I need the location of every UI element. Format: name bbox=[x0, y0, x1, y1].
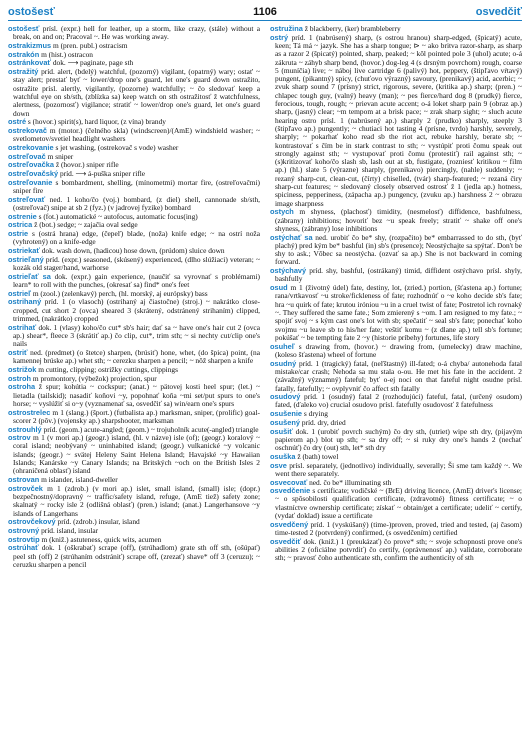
headword: ostrovček bbox=[8, 483, 43, 493]
headword: ostych bbox=[270, 207, 294, 217]
dictionary-entry bbox=[270, 393, 522, 410]
dictionary-entry bbox=[270, 428, 522, 453]
headword: ostružina bbox=[270, 25, 303, 33]
entry-definition: s jet washing, (ostrekovač s vode) washer bbox=[53, 142, 179, 152]
entry-definition: s certificate; vodičské ~ (BrE) driving licence, (AmE) driver's license; ~ o spôsobilosti qualification certificate, (zdravotné) fitness certificate; ~ o vlastníctve ownership certificate; získať ~ obtain/get a certificate; udeliť ~ certify, (vydať doklad) issue a certificate bbox=[275, 486, 522, 521]
entry-definition: m 1 (v mori ap.) (geogr.) island, (hl. v názve) isle (of); (geogr.) koralový ~ coral island; neobývaný ~ uninhabited island; (geogr.) vulkanické ~y volcanic islands; (geogr.) ~ svätej Heleny Saint Helena Island; Havajské ~y Hawaiian Islands; Kanárske ~y Canary Islands; na Britských ~och on the British Isles 2 (ohraničená oblasť) island bbox=[13, 433, 260, 476]
headword: ostriť bbox=[8, 347, 28, 357]
dictionary-entry bbox=[8, 25, 260, 42]
dictionary-entry bbox=[8, 196, 260, 213]
entry-definition: ž (hovor.) sniper rifle bbox=[54, 160, 119, 170]
entry-definition: m promontory, (výbežok) projection, spur bbox=[31, 373, 157, 383]
headword: ostroha bbox=[8, 382, 36, 392]
headword: ostrica bbox=[8, 220, 33, 230]
entry-definition: ž (bot.) sedge; ~ zajačia oval sedge bbox=[32, 220, 138, 230]
dictionary-entry bbox=[8, 179, 260, 196]
headword: osuška bbox=[270, 451, 296, 461]
entry-definition: m (hist.) ostracon bbox=[39, 49, 93, 59]
dictionary-entry bbox=[8, 383, 260, 408]
entry-definition: dok. ⟶ paginate, page sth bbox=[50, 58, 134, 68]
headword: ostránkovať bbox=[8, 58, 51, 68]
entry-definition: príd. dry, dried bbox=[300, 417, 346, 427]
entry-definition: príd. 1 (vyskúšaný) (time-)proven, proved, tried and tested, (aj časom) time-tested 2 (potvrdený) confirmed, (s osvedčením) certified bbox=[275, 519, 522, 538]
headword: osvedčený bbox=[270, 519, 309, 529]
header-rule bbox=[8, 20, 522, 21]
headword: osušený bbox=[270, 417, 300, 427]
dictionary-entry bbox=[8, 349, 260, 366]
entry-definition: m cutting, clipping; ostrižky cuttings, clippings bbox=[36, 364, 178, 374]
dictionary-entry bbox=[8, 230, 260, 247]
entry-definition: príd. 1 (o vlasoch) (ostrihaný aj čiastočne) (stroj.) ~ nakrátko close-cropped, cut short 2 (ovca) sheared 3 (skrátený, odstránený strihaním) clipped, trimmed, (nakrátko) cropped bbox=[13, 297, 260, 323]
headword: ostrovan bbox=[8, 475, 40, 485]
dictionary-entry bbox=[8, 544, 260, 569]
right-guide-word: osvedčiť bbox=[475, 6, 522, 18]
headword: ostrieľ bbox=[8, 288, 31, 298]
headword: osuheľ bbox=[270, 341, 295, 351]
headword: ostražitý bbox=[8, 67, 39, 77]
left-column bbox=[8, 25, 260, 743]
headword: ostrekovač bbox=[8, 125, 48, 135]
dictionary-entry bbox=[270, 521, 522, 538]
entry-definition: s drying bbox=[302, 409, 328, 419]
entry-definition: príd. ⟶ á-puška sniper rifle bbox=[58, 168, 146, 178]
headword: ostrihaný bbox=[8, 297, 42, 307]
dictionary-entry bbox=[270, 208, 522, 233]
headword: ostrostrelec bbox=[8, 407, 51, 417]
entry-definition: dok. wash down, (hadicou) hose down, (prúdom) sluice down bbox=[39, 245, 225, 255]
dictionary-entry bbox=[270, 487, 522, 520]
entry-definition: dok. (expr.) gain experience, (naučiť sa vyrovnať s problémami) learn* to roll with the punches, (okresať sa) find* one's feet bbox=[13, 271, 260, 289]
dictionary-entry bbox=[270, 284, 522, 342]
entry-definition: dok. 1 (oškrabať) scrape (off), (strúhadlom) grate sth off sth, (ošúpať) peel sth (off) 2 (strúhaním odstrániť) scrape off, (zrezať) shave* off 3 (ceruzu); ~ ceruzku sharpen a pencil bbox=[13, 543, 260, 569]
entry-definition: s drawing from, (hovor.) ~ drawing from, (umelecky) draw machine, (koleso šťastena) wheel of fortune bbox=[275, 341, 522, 359]
headword: osve bbox=[270, 460, 287, 470]
dictionary-entry bbox=[270, 538, 522, 563]
headword: ostreľovačský bbox=[8, 168, 59, 178]
entry-definition: m 1 (slang.) (šport.) (futbalista ap.) marksman, sniper, (prolific) goal-scorer 2 (pôv.) (vojensky ap.) sharpshooter, marksman bbox=[13, 407, 260, 425]
entry-definition: príd. (geom.) acute-angled; (geom.) ~ trojuholník acute(-angled) triangle bbox=[41, 424, 259, 434]
entry-definition: m (pren. publ.) ostracism bbox=[51, 40, 128, 50]
headword: ostrekovanie bbox=[8, 142, 54, 152]
entry-definition: m (kniž.) astuteness, quick wits, acumen bbox=[39, 534, 162, 544]
headword: ostýchať sa bbox=[270, 232, 313, 242]
dictionary-entry bbox=[8, 273, 260, 290]
entry-definition: m islander, island-dweller bbox=[39, 475, 118, 485]
headword: ostrúhať bbox=[8, 543, 39, 553]
dictionary-entry bbox=[8, 256, 260, 273]
dictionary-entry bbox=[270, 360, 522, 393]
entry-definition: s (fot.) automatické ~ autofocus, automatic focus(ing) bbox=[36, 211, 198, 221]
entry-definition: príd. 1 (tragický) fatal, (neľštastný) ill-fated; o-á chyba/ autonehoda fatal mistake/car crash; Nehoda sa mu stala o-ou. He met his fate in the accident. 2 (závažný) významný) fateful; byť o-ej noci on that fateful night osudne prísl. fatally, fatefully; ~ ovplyvniť čo affect sth fatally bbox=[275, 358, 522, 393]
entry-definition: m shyness, (plachosť) timidity, (nesmelosť) diffidence, bashfulness, (zábrany) inhibitions; hovoriť bez ~u speak freely; stratiť ~ shake off one's shyness, (zábrany) lose inhibitions bbox=[275, 207, 522, 233]
headword: osušenie bbox=[270, 409, 303, 419]
headword: ostrov bbox=[8, 433, 31, 443]
entry-definition: m (motor.) (čelného skla) (windscreen)/(AmE) windshield washer; ~ svetlometov/svetiel headlight washers bbox=[13, 125, 260, 144]
page-number: 1106 bbox=[253, 6, 277, 18]
entry-definition: m (zool.) (zelenkavý) perch, (hl. morský, aj európsky) bass bbox=[30, 288, 208, 298]
dictionary-entry bbox=[8, 127, 260, 144]
headword: osudový bbox=[270, 392, 301, 402]
entry-definition: prísl. separately, (jednotlivo) individually, severally; Ši sme tam každý ~. We went there separately. bbox=[275, 460, 522, 478]
headword: ostrenie bbox=[8, 211, 37, 221]
dictionary-entry bbox=[8, 298, 260, 323]
right-column bbox=[270, 25, 522, 743]
headword: ostrižok bbox=[8, 364, 37, 374]
entry-definition: ned. 1 koho/čo (voj.) bombard, (z diel) shell, cannonade sb/sth, (ostreľovač) snipe at sb 2 (fyz.) (v jadrovej fyzike) bombard bbox=[13, 194, 260, 212]
entry-definition: dok. 1 (urobiť povrch suchým) čo dry sth, (utriet) wipe sth dry, (pijavým papierom ap.) blot up sth; ~ sa dry off; ~ si ruky dry one's hands 2 (nechať oschnúť) čo dry (out) sth, let* sth dry bbox=[275, 426, 522, 453]
entry-definition: príd. shy, bashful, (ostrákaný) timid, diffident ostýchavo prísl. shyly, bashfully bbox=[275, 266, 522, 284]
entry-definition: prísl. (expr.) hell for leather, up a storm, like crazy, (stále) without a break, on and on; Pracoval ~. He was working away. bbox=[13, 25, 260, 42]
dictionary-entry bbox=[8, 68, 260, 118]
entry-definition: ned. (predmet) (o štetce) sharpen, (brúsiť) hone, whet, (do špica) point, (na kamennej brúske ap.) whet sth; ~ cerezku sharpen a pencil; ~ nôž sharpen a knife bbox=[13, 347, 260, 366]
entry-definition: s bombardment, shelling, (mínometmi) mortar fire, (ostreľovačmi) sniper fire bbox=[13, 177, 260, 195]
dictionary-entry bbox=[270, 343, 522, 360]
headword: ostrý bbox=[270, 32, 289, 42]
entry-definition: príd. (expr.) seasoned, (skúsený) experienced, (dlho slúžiaci) veteran; ~ kozák old stager/hand, warhorse bbox=[13, 254, 260, 272]
headword: ostošesť bbox=[8, 25, 40, 33]
headword: ostrieľať sa bbox=[8, 271, 51, 281]
dictionary-entry bbox=[8, 409, 260, 426]
entry-definition: príd. alert, (bdelý) watchful, (pozorný) vigilant, (opatrný) wary; ostat' ~ stay alert; prestať byť ~ lower/drop one's guard, let one's guard down ostražito, ostražite prísl. alertly, vigilantly, (pozorne) watchfully; ~ čo sledovať keep a watchful eye on sb/sth, (zblízka sa) keep watch on sth ostražitosť ž watchfulness, alertness, (pozornosť) vigilance; stratiť ~ lower/drop one's guard, let one's guard down bbox=[13, 67, 260, 118]
headword: ostrihať bbox=[8, 322, 37, 332]
dictionary-entry bbox=[8, 434, 260, 475]
dictionary-entry bbox=[8, 485, 260, 518]
entry-definition: dok. (kniž.) 1 (preukázať) čo prove* sth; ~ svoje schopnosti prove one's abilities 2 (oficiálne potvrdiť) čo certify, (oprávnenosť ap.) validate, corroborate sth; ~ pravosť čoho authenticate sth, confirm the authenticity of sth bbox=[275, 536, 522, 563]
headword: ostrieľaný bbox=[8, 254, 44, 264]
entry-definition: príd. (zdrob.) insular, island bbox=[55, 517, 140, 527]
dictionary-entry bbox=[270, 462, 522, 479]
dictionary-entry bbox=[270, 234, 522, 267]
headword: ostré bbox=[8, 117, 27, 127]
headword: ostrovný bbox=[8, 526, 40, 536]
headword: ostýchavý bbox=[270, 266, 307, 276]
dictionary-entry bbox=[270, 267, 522, 284]
entry-definition: príd. 1 (nabrúsený) sharp, (s ostrou hranou) sharp-edged, (špicatý) acute, keen; Tá má ~ jazyk. She has a sharp tongue; ⊳ ~ ako britva razor-sharp, as sharp as a razor 2 (špicatý) pointed, sharp, peaked; ~ kôl pointed pole 3 (uhol) acute; o-á zákruta ~ záhyb sharp bend, (hovor.) dog-leg 4 (s drsným povrchom) rough, coarse 5 (muníčia) live; ~ náboj live cartridge 6 (palivý) hot, peppery, (štipľavo vŕtavý) pungent, (pikantný) spicy, (chuťovo výrazný) savoury, (prenikavý) acid, acerbic; ~ zvuk sharp sound 7 (prísny) strict, rigorous, severe, (kritika ap.) sharp; (pren.) ~ chlapec tough guy, (valný) heavy (man); ~ pes fierce/hard dog 8 (prudký) fierce, ferocious, tough, rough; ~ prievan acute accent; o-á loket sharp pain 9 (obraz ap.) sharp, (jasný) clear; ~m tempom at a brisk pace; ~ zrak sharp sight; ~ sluch acute hearing ostro prísl. 1 (nabrúsený ap.) sharply 2 (prudko) sharply, steeply 3 (štipľavo ap.) pungently; ~ chutiaci hot tasting 4 (prísne, tvrdo) harshly, severely, sharply; ~ pokarhať koho read sb the riot act, rebuke harshly, berate sb; ~ kontrastovať s čím be in stark contrast to sth; ~ vystúpiť proti čomu speak out strongly against sth; ~ vystupovať proti čomu (protestiť) rail against sth; ~ (s)kritizovať koho/čo slash sb, lash out at sb, fustigate, (rozniesť kritikou ~ film ap.) (hl.) slate 5 (výrazne) sharply, (prenikavo) piercingly, (nahle) suddenly; ~ rezaný sharp-cut, clean-cut, (čírty) chiselled, (tvár) sharp-featured; ~ rezaná čiry sharp-cut features; ~ sledovaný closely observed ostrosť ž 1 (jedla ap.) hotness, spiciness, pepperiness, (zápacha ap.) pungency, (zvuku ap.) harshness 2 ~ obrazu image sharpness bbox=[275, 32, 522, 208]
entry-definition: m sniper bbox=[45, 151, 74, 161]
headword: ostreľovať bbox=[8, 194, 46, 204]
entry-definition: m 1 (životný údel) fate, destiny, lot, (zried.) portion, (šťastena ap.) fortune; rana/vrtkavosť ~u stroke/fickleness of fate; rozhodnúť o ~e koho decide sb's fate; hra ~u quirk of fate; krutou iróniou ~u in a cruel twist of fate; Postretol ich rovnaký ~. They suffered the same fate.; Som zmierený s ~om. I am resigned to my fate.; ~ spojiť svoj ~ s kým cast one's lot with sb; spečatiť ~ seal sb's fate; ponechať koho svojmu ~u leave sb to his/her fate; veštiť komu ~ (z dlane ap.) tell sb's fortune; pokúšať ~ be tempting fate 2 ~y (historie príbehy) fortunes, life story bbox=[275, 283, 522, 342]
entry-definition: ned. čo be* illuminating sth bbox=[307, 477, 392, 487]
headword: ostrovtip bbox=[8, 534, 40, 544]
headword: ostrovčekový bbox=[8, 517, 56, 527]
dictionary-entry bbox=[8, 324, 260, 349]
headword: osvecovať bbox=[270, 477, 308, 487]
headword: osud bbox=[270, 283, 288, 293]
headword: ostriekať bbox=[8, 245, 40, 255]
headword: ostrie bbox=[8, 228, 29, 238]
entry-definition: príd. 1 (osudný) fatal 2 (rozhodujúci) fateful, fatal, (určený osudom) fated, (ďaleko vo) crucial osudovo prísl. fatefully osudovosť ž fatefulness bbox=[275, 392, 522, 410]
headword: osudný bbox=[270, 358, 297, 368]
left-guide-word: ostošesť bbox=[8, 6, 55, 18]
entry-definition: s (hovor.) spirit(s), hard liquor, (z vína) brandy bbox=[26, 117, 166, 127]
headword: ostroh bbox=[8, 373, 31, 383]
entry-definition: príd. island, insular bbox=[39, 526, 99, 536]
entry-definition: ž spur; kohútia ~ cockspur; (anat.) ~ pätovej kosti heel spur; (let.) ~ lietadla (tailskid); nasadiť koňovi ~y, popohnať koňa ~mi set/put spurs to one's horse; ~ vyslúžiť si o~y (vyznamenať sa, osvedčiť sa) win/earn one's spurs bbox=[13, 382, 260, 408]
headword: osušiť bbox=[270, 426, 293, 436]
entry-definition: ž (bath) towel bbox=[295, 451, 339, 461]
headword: ostrakizmus bbox=[8, 40, 52, 50]
headword: ostreľovanie bbox=[8, 177, 53, 187]
headword: osvedčiť bbox=[270, 536, 302, 546]
headword: ostrakón bbox=[8, 49, 40, 59]
headword: ostrouhlý bbox=[8, 424, 42, 434]
entry-definition: dok. 1 (vlasy) koho/čo cut* sb's hair; dať sa ~ have one's hair cut 2 (ovca ap.) shear*, fleece 3 (skrátiť ap.) čo clip, cut*, trim sth; ~ si nechty cut/clip one's nails bbox=[13, 322, 260, 349]
entry-definition: m 1 (zdrob.) (v mori ap.) islet, small island, (small) isle; (dopr.) bezpečnostný/dopravný ~ traffic/safety island, refuge, (AmE tiež) safety zone; skalnatý ~ rocky isle 2 (odlišná oblasť) (pren.) island; (anat.) Langerhansove ~y islands of Langerhans bbox=[13, 483, 260, 518]
entry-definition: ned. urobiť čo be* shy, (rozpačito) be* embarrassed to do sth, (byť plachý) pred kým be* bashful (in) sb's (presence); Neostýchajte sa spýtať. Don't be shy to ask.; Vôbec sa neostýcha. (ozvať sa ap.) She is not backward in coming forward. bbox=[275, 232, 522, 267]
headword: ostreľovač bbox=[8, 151, 46, 161]
dictionary-entry bbox=[270, 34, 522, 208]
headword: osvedčenie bbox=[270, 486, 311, 496]
headword: ostreľovačka bbox=[8, 160, 54, 170]
entry-definition: ž blackberry, (ker) brambleberry bbox=[302, 25, 401, 33]
entry-definition: s (ostrá hrana) edge, (čepeľ) blade, (noža) knife edge; ~ na ostrí noža (vyhrotený) on a knife-edge bbox=[13, 228, 260, 247]
